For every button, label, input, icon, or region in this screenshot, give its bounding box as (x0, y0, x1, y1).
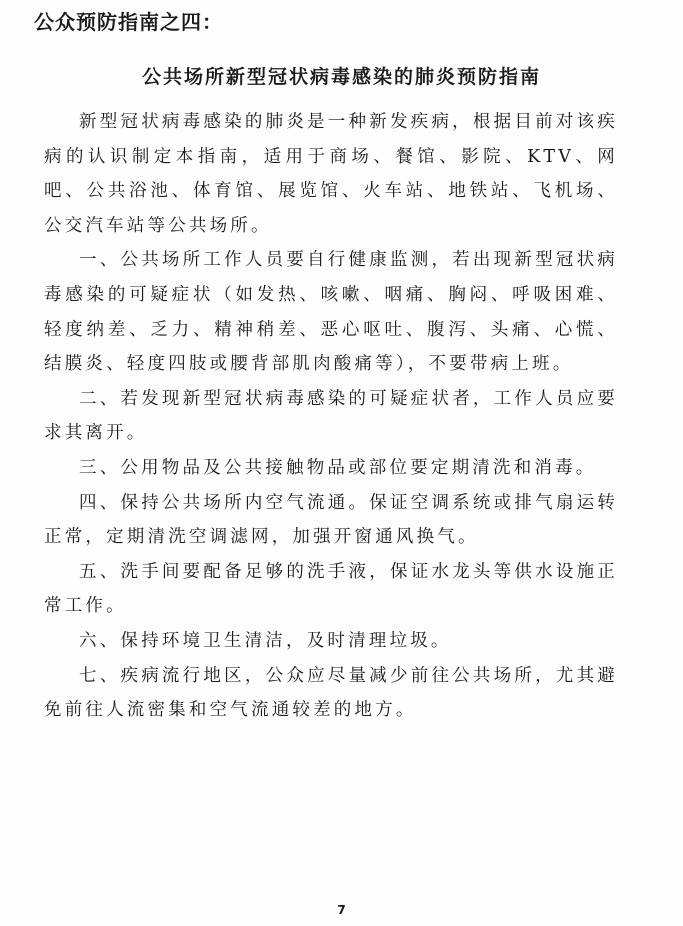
guideline-item-2: 二、若发现新型冠状病毒感染的可疑症状者，工作人员应要求其离开。 (44, 388, 618, 444)
guideline-item-6: 六、保持环境卫生清洁，及时清理垃圾。 (79, 630, 452, 651)
intro-paragraph: 新型冠状病毒感染的肺炎是一种新发疾病，根据目前对该疾病的认识制定本指南，适用于商场、餐馆、影院、KTV、网吧、公共浴池、体育馆、展览馆、火车站、地铁站、飞机场、公交汽车站等公共场所。 (44, 112, 618, 236)
guideline-item-3: 三、公用物品及公共接触物品或部位要定期清洗和消毒。 (79, 457, 597, 478)
series-heading: 公众预防指南之四： (34, 10, 223, 34)
guideline-item-7: 七、疾病流行地区，公众应尽量减少前往公共场所，尤其避免前往人流密集和空气流通较差的地方。 (44, 665, 618, 721)
guideline-item-4: 四、保持公共场所内空气流通。保证空调系统或排气扇运转正常，定期清洗空调滤网，加强开窗通风换气。 (44, 492, 618, 548)
guideline-item-1: 一、公共场所工作人员要自行健康监测，若出现新型冠状病毒感染的可疑症状（如发热、咳嗽、咽痛、胸闷、呼吸困难、轻度纳差、乏力、精神稍差、恶心呕吐、腹泻、头痛、心慌、结膜炎、轻度四肢或腰背部肌肉酸痛等），不要带病上班。 (44, 250, 618, 375)
document-title: 公共场所新型冠状病毒感染的肺炎预防指南 (141, 66, 541, 88)
document-body (44, 105, 618, 728)
guideline-item-5: 五、洗手间要配备足够的洗手液，保证水龙头等供水设施正常工作。 (44, 561, 618, 617)
page-number: 7 (337, 903, 346, 917)
